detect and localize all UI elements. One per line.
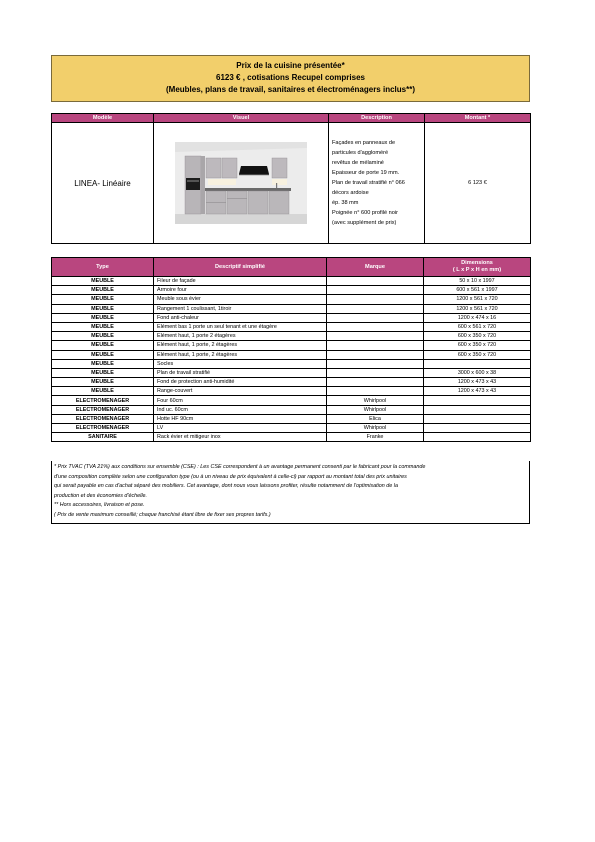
footnote-line: * Prix TVAC (TVA 21%) aux conditions sur ensemble (CSE) : Les CSE correspondent à un avantage permanent consenti par le fabricant pour la commande [54,464,426,470]
table-row [52,433,531,442]
cell-brand [327,304,424,313]
table-row [52,359,531,368]
cell-type: MEUBLE [52,387,154,396]
description-line: (avec supplément de prix) [332,220,397,226]
header-amount: Montant * [425,114,531,123]
cell-type: ELECTROMENAGER [52,414,154,423]
cell-brand: Franke [327,433,424,442]
cell-brand [327,322,424,331]
footnote-line: ** Hors accessoires, livraison et pose. [54,502,145,509]
table-row [52,368,531,377]
cell-type: MEUBLE [52,304,154,313]
table-row [52,378,531,387]
cell-desc: LV [154,424,327,433]
model-table [51,113,531,244]
cell-brand: Whirlpool [327,424,424,433]
header-model: Modèle [52,114,154,123]
cell-desc: Hotte HF 90cm [154,414,327,423]
cell-type: ELECTROMENAGER [52,405,154,414]
cell-type: MEUBLE [52,277,154,286]
cell-desc: Fond anti-chaleur [154,313,327,322]
description-line: Plan de travail stratifié n° 066 [332,180,405,186]
footnote-line: qui serait payable en cas d'achat séparé des mobiliers. Cet avantage, dont nous vous laissons profiter, résulte notamment de l'optimisation de la [54,483,398,490]
description-line: ép. 38 mm [332,200,359,206]
cell-dimensions [424,424,531,433]
cell-dimensions [424,359,531,368]
table-row [52,414,531,423]
cell-dimensions: 1200 x 561 x 720 [424,295,531,304]
cell-type: MEUBLE [52,350,154,359]
cell-desc: Four 60cm [154,396,327,405]
header-desc: Descriptif simplifié [154,258,327,277]
header-type: Type [52,258,154,277]
cell-type: MEUBLE [52,359,154,368]
cell-type: ELECTROMENAGER [52,424,154,433]
table-row [52,341,531,350]
cell-type: MEUBLE [52,368,154,377]
cell-desc: Elément haut, 1 porte 2 étagères [154,332,327,341]
cell-type: SANITAIRE [52,433,154,442]
table-row [52,396,531,405]
cell-type: MEUBLE [52,378,154,387]
cell-dimensions: 50 x 10 x 1997 [424,277,531,286]
table-row [52,387,531,396]
cell-desc: Rack évier et mitigeur inox [154,433,327,442]
cell-type: MEUBLE [52,313,154,322]
kitchen-render-image [175,142,307,224]
cell-desc: Elément haut, 1 porte, 2 étagères [154,350,327,359]
cell-desc: Range-couvert [154,387,327,396]
header-visual: Visuel [154,114,329,123]
model-name: LINEA- Linéaire [52,123,154,244]
cell-dimensions: 1200 x 561 x 720 [424,304,531,313]
table-row [52,332,531,341]
cell-dimensions: 600 x 350 x 720 [424,332,531,341]
table-row [52,405,531,414]
cell-brand [327,313,424,322]
cell-desc: Socles [154,359,327,368]
table-row [52,295,531,304]
header-description: Description [329,114,425,123]
cell-type: MEUBLE [52,286,154,295]
table-row [52,304,531,313]
description-line: Epaisseur de porte 19 mm. [332,170,400,176]
cell-dimensions [424,414,531,423]
header-dimensions-title: Dimensions [461,260,493,266]
cell-brand [327,277,424,286]
cell-brand [327,368,424,377]
table-row [52,350,531,359]
cell-desc: Plan de travail stratifié [154,368,327,377]
table-row [52,322,531,331]
description-line: Façades en panneaux de [332,140,396,146]
kitchen-visual [154,123,329,244]
cell-brand [327,378,424,387]
cell-desc: Ind uc. 60cm [154,405,327,414]
description-line: revêtus de mélaminé [332,160,384,166]
cell-dimensions: 1200 x 473 x 43 [424,387,531,396]
cell-type: MEUBLE [52,295,154,304]
cell-desc: Meuble sous évier [154,295,327,304]
table-row [52,424,531,433]
cell-brand [327,286,424,295]
cell-brand [327,350,424,359]
header-dimensions-sub: ( L x P x H en mm) [452,267,502,273]
footnote-line: ( Prix de vente maximum conseillé; chaque franchisé étant libre de fixer ses propres tarifs.) [54,511,271,518]
cell-desc: Fileur de façade [154,277,327,286]
cell-dimensions: 3000 x 600 x 38 [424,368,531,377]
amount-value: 6 123 € [425,123,531,244]
footnote-line: d'une composition complète selon une configuration type (ou à un niveau de prix équivalent à celle-ci) par rapport au montant total des prix unitaires [54,473,407,480]
cell-brand [327,332,424,341]
table-row [52,277,531,286]
header-brand: Marque [327,258,424,277]
cell-dimensions: 600 x 350 x 720 [424,350,531,359]
cell-dimensions: 600 x 350 x 720 [424,341,531,350]
cell-brand [327,359,424,368]
items-table [51,257,531,442]
cell-desc: Armoire four [154,286,327,295]
description-line: particules d'aggloméré [332,150,389,156]
cell-type: MEUBLE [52,322,154,331]
cell-brand: Elica [327,414,424,423]
cell-dimensions [424,405,531,414]
cell-dimensions: 1200 x 474 x 16 [424,313,531,322]
footnote-line: production et des économies d'échelle. [54,492,148,499]
footnotes [51,461,530,524]
table-row [52,313,531,322]
cell-desc: Elément haut, 1 porte, 2 étagères [154,341,327,350]
cell-dimensions: 600 x 561 x 1997 [424,286,531,295]
cell-dimensions: 1200 x 473 x 43 [424,378,531,387]
banner-title: Prix de la cuisine présentée* [236,61,345,70]
description-line: décors ardoise [332,190,369,196]
header-dimensions [424,258,531,277]
cell-brand: Whirlpool [327,405,424,414]
cell-desc: Rangement 1 coulissant, 1tiroir [154,304,327,313]
cell-dimensions [424,433,531,442]
cell-desc: Elément bas 1 porte un seul tenant et une étagère [154,322,327,331]
description-line: Poignée n° 600 profilé noir [332,210,398,216]
cell-type: MEUBLE [52,332,154,341]
banner-price: 6123 € , cotisations Recupel comprises [216,73,365,82]
cell-dimensions: 600 x 561 x 720 [424,322,531,331]
cell-brand [327,295,424,304]
cell-type: ELECTROMENAGER [52,396,154,405]
table-row [52,286,531,295]
cell-brand [327,387,424,396]
cell-desc: Fond de protection anti-humidité [154,378,327,387]
cell-brand: Whirlpool [327,396,424,405]
cell-dimensions [424,396,531,405]
description-cell [329,123,425,244]
cell-brand [327,341,424,350]
price-banner [51,55,530,102]
banner-inclusions: (Meubles, plans de travail, sanitaires et électroménagers inclus**) [166,85,415,94]
cell-type: MEUBLE [52,341,154,350]
